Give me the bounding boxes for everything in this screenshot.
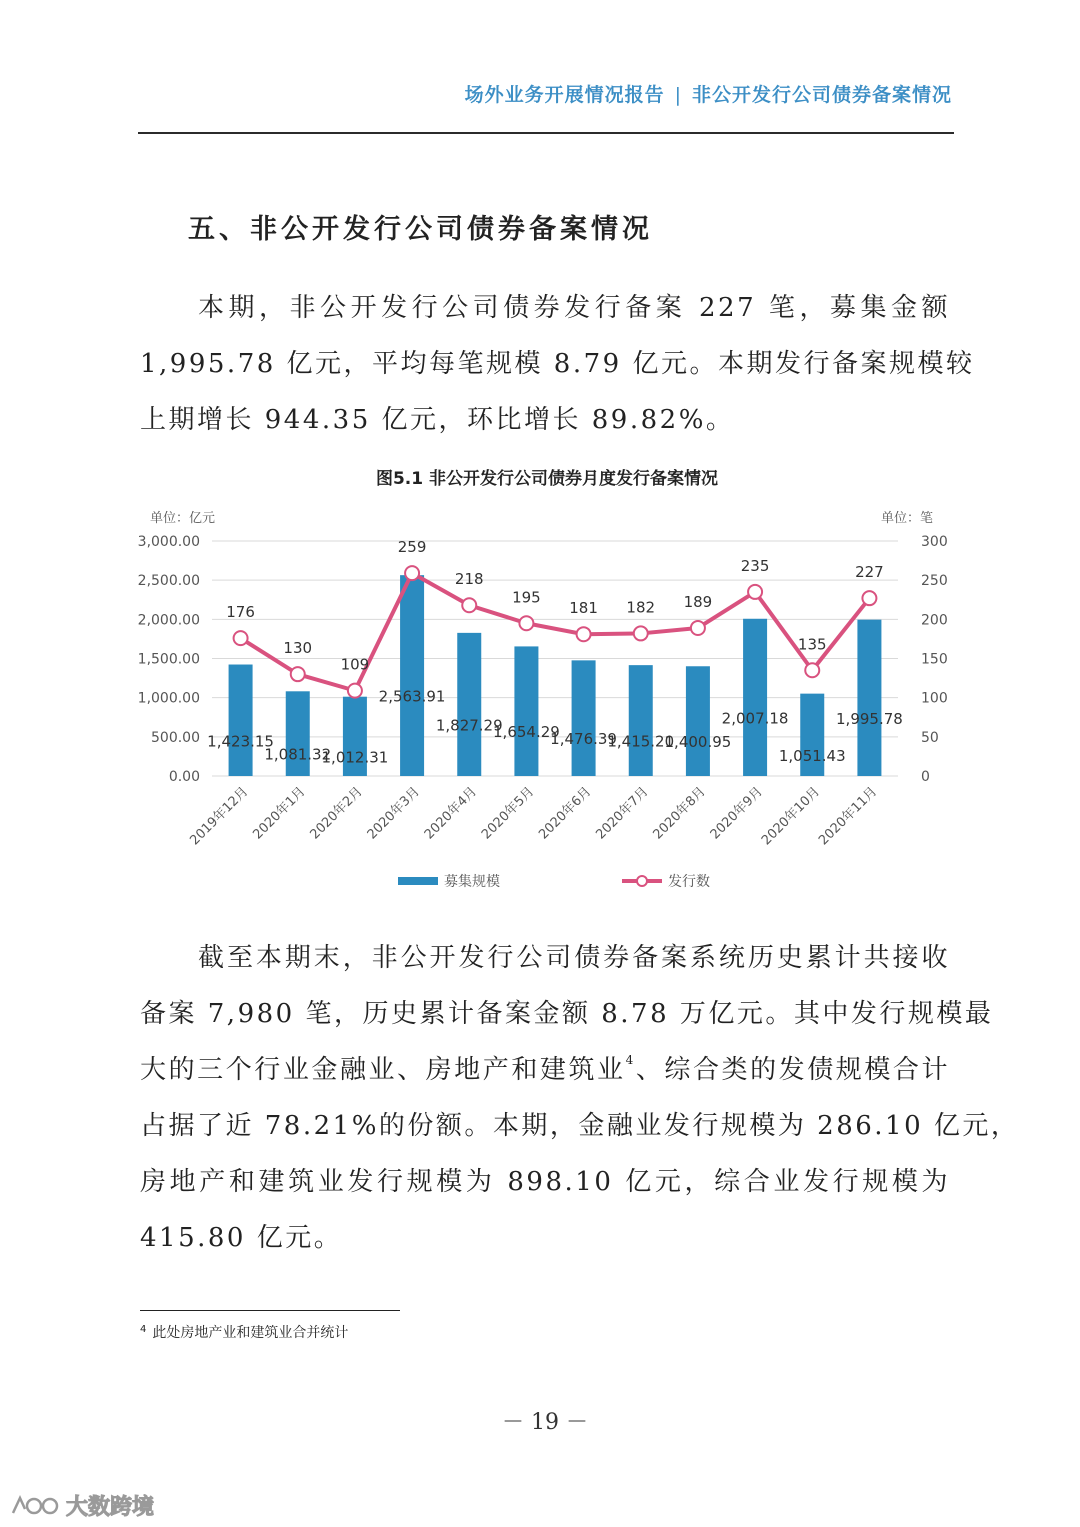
- right-tick-label: 300: [921, 534, 948, 550]
- line-point: [634, 626, 648, 640]
- running-header: [465, 80, 952, 107]
- line-point: [691, 621, 705, 635]
- page-number: － 19 －: [502, 1410, 588, 1435]
- bar-data-label: 1,476.39: [550, 730, 617, 749]
- line-point: [862, 591, 876, 605]
- paragraph-line: 1,995.78 亿元，平均每笔规模 8.79 亿元。本期发行备案规模较: [140, 349, 975, 379]
- bar-data-label: 1,400.95: [664, 733, 732, 752]
- line-data-label: 181: [569, 599, 598, 618]
- footnote: [140, 1322, 348, 1342]
- paragraph-cumulative: [140, 930, 1020, 1266]
- line-point: [577, 627, 591, 641]
- line-data-label: 135: [797, 635, 827, 654]
- paragraph-line: 房地产和建筑业发行规模为 898.10 亿元，综合业发行规模为: [140, 1167, 950, 1197]
- right-tick-label: 200: [921, 612, 948, 629]
- paragraph-line: 上期增长 944.35 亿元，环比增长 89.82%。: [140, 405, 735, 435]
- bar-data-label: 1,415.20: [607, 732, 675, 751]
- watermark: [10, 1490, 154, 1521]
- category-label: 2020年5月: [479, 784, 538, 843]
- line-point: [519, 616, 533, 630]
- bar-data-label: 1,995.78: [836, 709, 903, 728]
- bar: [229, 665, 253, 776]
- line-data-label: 259: [397, 538, 427, 557]
- legend-bar-label: 募集规模: [444, 874, 500, 890]
- left-tick-label: 500.00: [151, 729, 200, 746]
- line-data-label: 195: [512, 588, 541, 607]
- legend-bar-swatch: [398, 877, 438, 885]
- right-tick-label: 50: [921, 729, 939, 746]
- line-point: [348, 684, 362, 698]
- series-line: [241, 573, 870, 691]
- left-tick-label: 1,500.00: [137, 651, 200, 668]
- line-data-label: 218: [454, 570, 484, 589]
- right-tick-label: 150: [921, 651, 948, 668]
- bar-data-label: 1,081.32: [264, 745, 332, 764]
- left-tick-label: 3,000.00: [137, 534, 200, 550]
- bar: [686, 666, 710, 776]
- bar-data-label: 2,007.18: [721, 709, 789, 728]
- left-tick-label: 2,500.00: [137, 573, 200, 590]
- figure-title: 图5.1 非公开发行公司债券月度发行备案情况: [375, 469, 719, 489]
- paragraph-line: [140, 1042, 950, 1098]
- bar-data-label: 1,827.29: [435, 716, 503, 735]
- bar: [629, 665, 653, 776]
- bar: [400, 575, 424, 776]
- bar-data-label: 1,051.43: [778, 746, 846, 765]
- header-rule: [138, 132, 954, 134]
- left-tick-label: 2,000.00: [137, 612, 200, 629]
- line-data-label: 227: [855, 563, 884, 582]
- category-label: 2020年11月: [816, 784, 881, 849]
- right-tick-label: 250: [921, 573, 948, 590]
- category-label: 2020年10月: [758, 784, 824, 849]
- paragraph-line: 备案 7,980 笔，历史累计备案金额 8.78 万亿元。其中发行规模最: [140, 999, 994, 1029]
- paragraph-line: 415.80 亿元。: [140, 1223, 343, 1253]
- left-tick-label: 1,000.00: [137, 690, 200, 707]
- line-point: [291, 667, 305, 681]
- bar: [743, 619, 767, 776]
- line-point: [748, 585, 762, 599]
- paragraph-text: 大的三个行业金融业、房地产和建筑业: [140, 1055, 626, 1085]
- paragraph-line: 截至本期末，非公开发行公司债券备案系统历史累计共接收: [198, 943, 950, 973]
- category-label: 2020年2月: [307, 784, 366, 843]
- paragraph-line: 占据了近 78.21%的份额。本期，金融业发行规模为 286.10 亿元，: [140, 1111, 1020, 1141]
- footnote-rule: [140, 1310, 400, 1311]
- bar: [572, 660, 596, 776]
- category-label: 2020年4月: [421, 784, 481, 843]
- left-tick-label: 0.00: [168, 769, 200, 785]
- left-unit-label: 单位：亿元: [150, 511, 216, 526]
- footnote-ref[interactable]: 4: [625, 1053, 636, 1067]
- footnote-text: 此处房地产业和建筑业合并统计: [152, 1325, 349, 1341]
- category-label: 2020年1月: [250, 784, 309, 843]
- line-point: [405, 566, 419, 580]
- right-tick-label: 0: [921, 769, 930, 785]
- line-point: [805, 663, 819, 677]
- watermark-text: 大数跨境: [66, 1495, 155, 1520]
- header-separator: |: [674, 84, 682, 106]
- paragraph-text: 、综合类的发债规模合计: [635, 1055, 950, 1085]
- category-label: 2020年8月: [650, 784, 709, 843]
- bar: [857, 620, 881, 776]
- line-data-label: 109: [340, 655, 370, 674]
- bar-data-label: 2,563.91: [378, 687, 446, 706]
- header-report-title: 场外业务开展情况报告: [464, 84, 665, 106]
- line-data-label: 235: [740, 556, 770, 575]
- section-title: 五、非公开发行公司债券备案情况: [188, 214, 653, 245]
- footnote-mark: 4: [140, 1324, 147, 1335]
- right-unit-label: 单位：笔: [880, 511, 933, 526]
- line-point: [234, 631, 248, 645]
- legend-line-label: 发行数: [668, 874, 710, 890]
- bar: [514, 646, 538, 776]
- paragraph-summary: [140, 280, 975, 448]
- line-data-label: 130: [283, 639, 313, 658]
- line-data-label: 176: [226, 603, 255, 622]
- category-label: 2019年12月: [187, 784, 252, 849]
- right-tick-label: 100: [921, 690, 948, 707]
- paragraph-line: 本期，非公开发行公司债券发行备案 227 笔，募集金额: [198, 293, 950, 323]
- bar: [457, 633, 481, 776]
- line-point: [462, 598, 476, 612]
- category-label: 2020年7月: [593, 784, 652, 843]
- bond-filing-chart: [0, 495, 1080, 895]
- category-label: 2020年3月: [364, 784, 423, 843]
- legend-line-marker: [637, 876, 647, 886]
- watermark-logo-icon: [10, 1495, 60, 1517]
- line-data-label: 182: [626, 598, 656, 617]
- category-label: 2020年9月: [707, 784, 766, 843]
- bar-data-label: 1,423.15: [207, 732, 274, 751]
- category-label: 2020年6月: [536, 784, 595, 843]
- bar-data-label: 1,654.29: [493, 723, 560, 742]
- header-section-title: 非公开发行公司债券备案情况: [691, 84, 952, 106]
- bar-data-label: 1,012.31: [321, 748, 389, 767]
- line-data-label: 189: [683, 592, 713, 611]
